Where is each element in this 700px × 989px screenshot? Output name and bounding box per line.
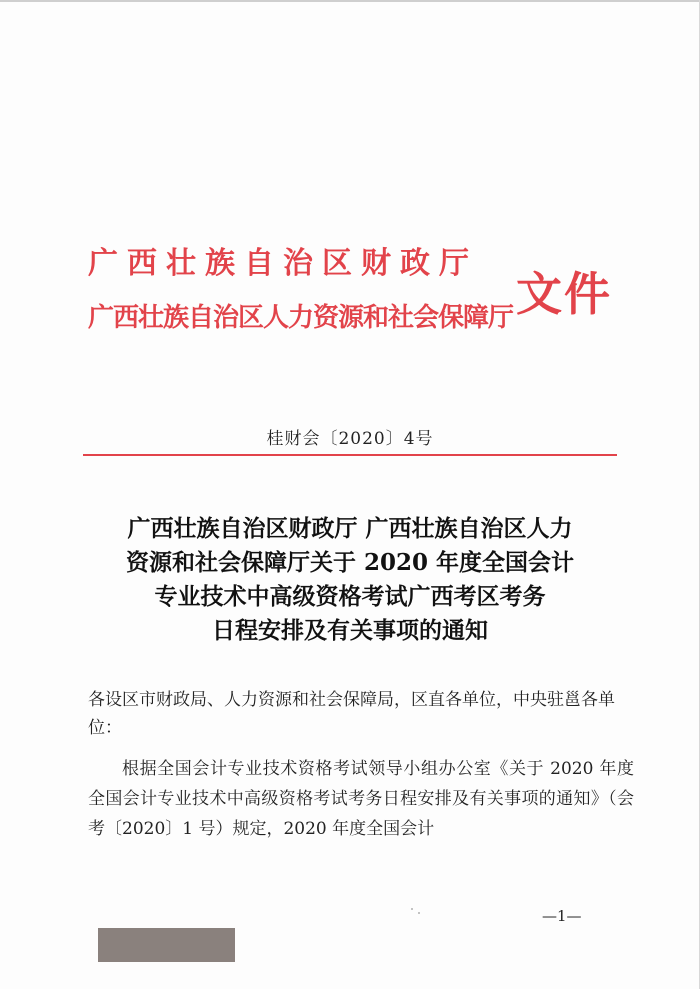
title-line: 专业技术中高级资格考试广西考区考务 [154, 583, 546, 610]
addressee-paragraph: 各设区市财政局、人力资源和社会保障局，区直各单位，中央驻邕各单位： [88, 690, 615, 738]
title-line: 资源和社会保障厅关于 2020 年度全国会计 [125, 549, 575, 576]
page-number: —1— [542, 907, 582, 925]
issuer-hr-department: 广西壮族自治区人力资源和社会保障厅 [88, 303, 514, 333]
scan-speck [418, 912, 420, 914]
title-line: 广西壮族自治区财政厅 广西壮族自治区人力 [127, 515, 573, 542]
document-number: 桂财会〔2020〕4号 [266, 429, 434, 449]
document-type-label: 文件 [516, 267, 612, 321]
red-divider-line [83, 454, 617, 456]
redaction-block [98, 928, 235, 962]
document-title [60, 512, 640, 648]
scan-top-edge [0, 0, 700, 2]
issuer-finance-department: 广西壮族自治区财政厅 [88, 246, 478, 281]
scan-speck [411, 908, 413, 910]
body-paragraph: 根据全国会计专业技术资格考试领导小组办公室《关于 2020 年度全国会计专业技术中高级资格考试考务日程安排及有关事项的通知》（会考〔2020〕1 号）规定，2020 年度全国会计 [88, 759, 634, 839]
title-line: 日程安排及有关事项的通知 [212, 617, 488, 644]
